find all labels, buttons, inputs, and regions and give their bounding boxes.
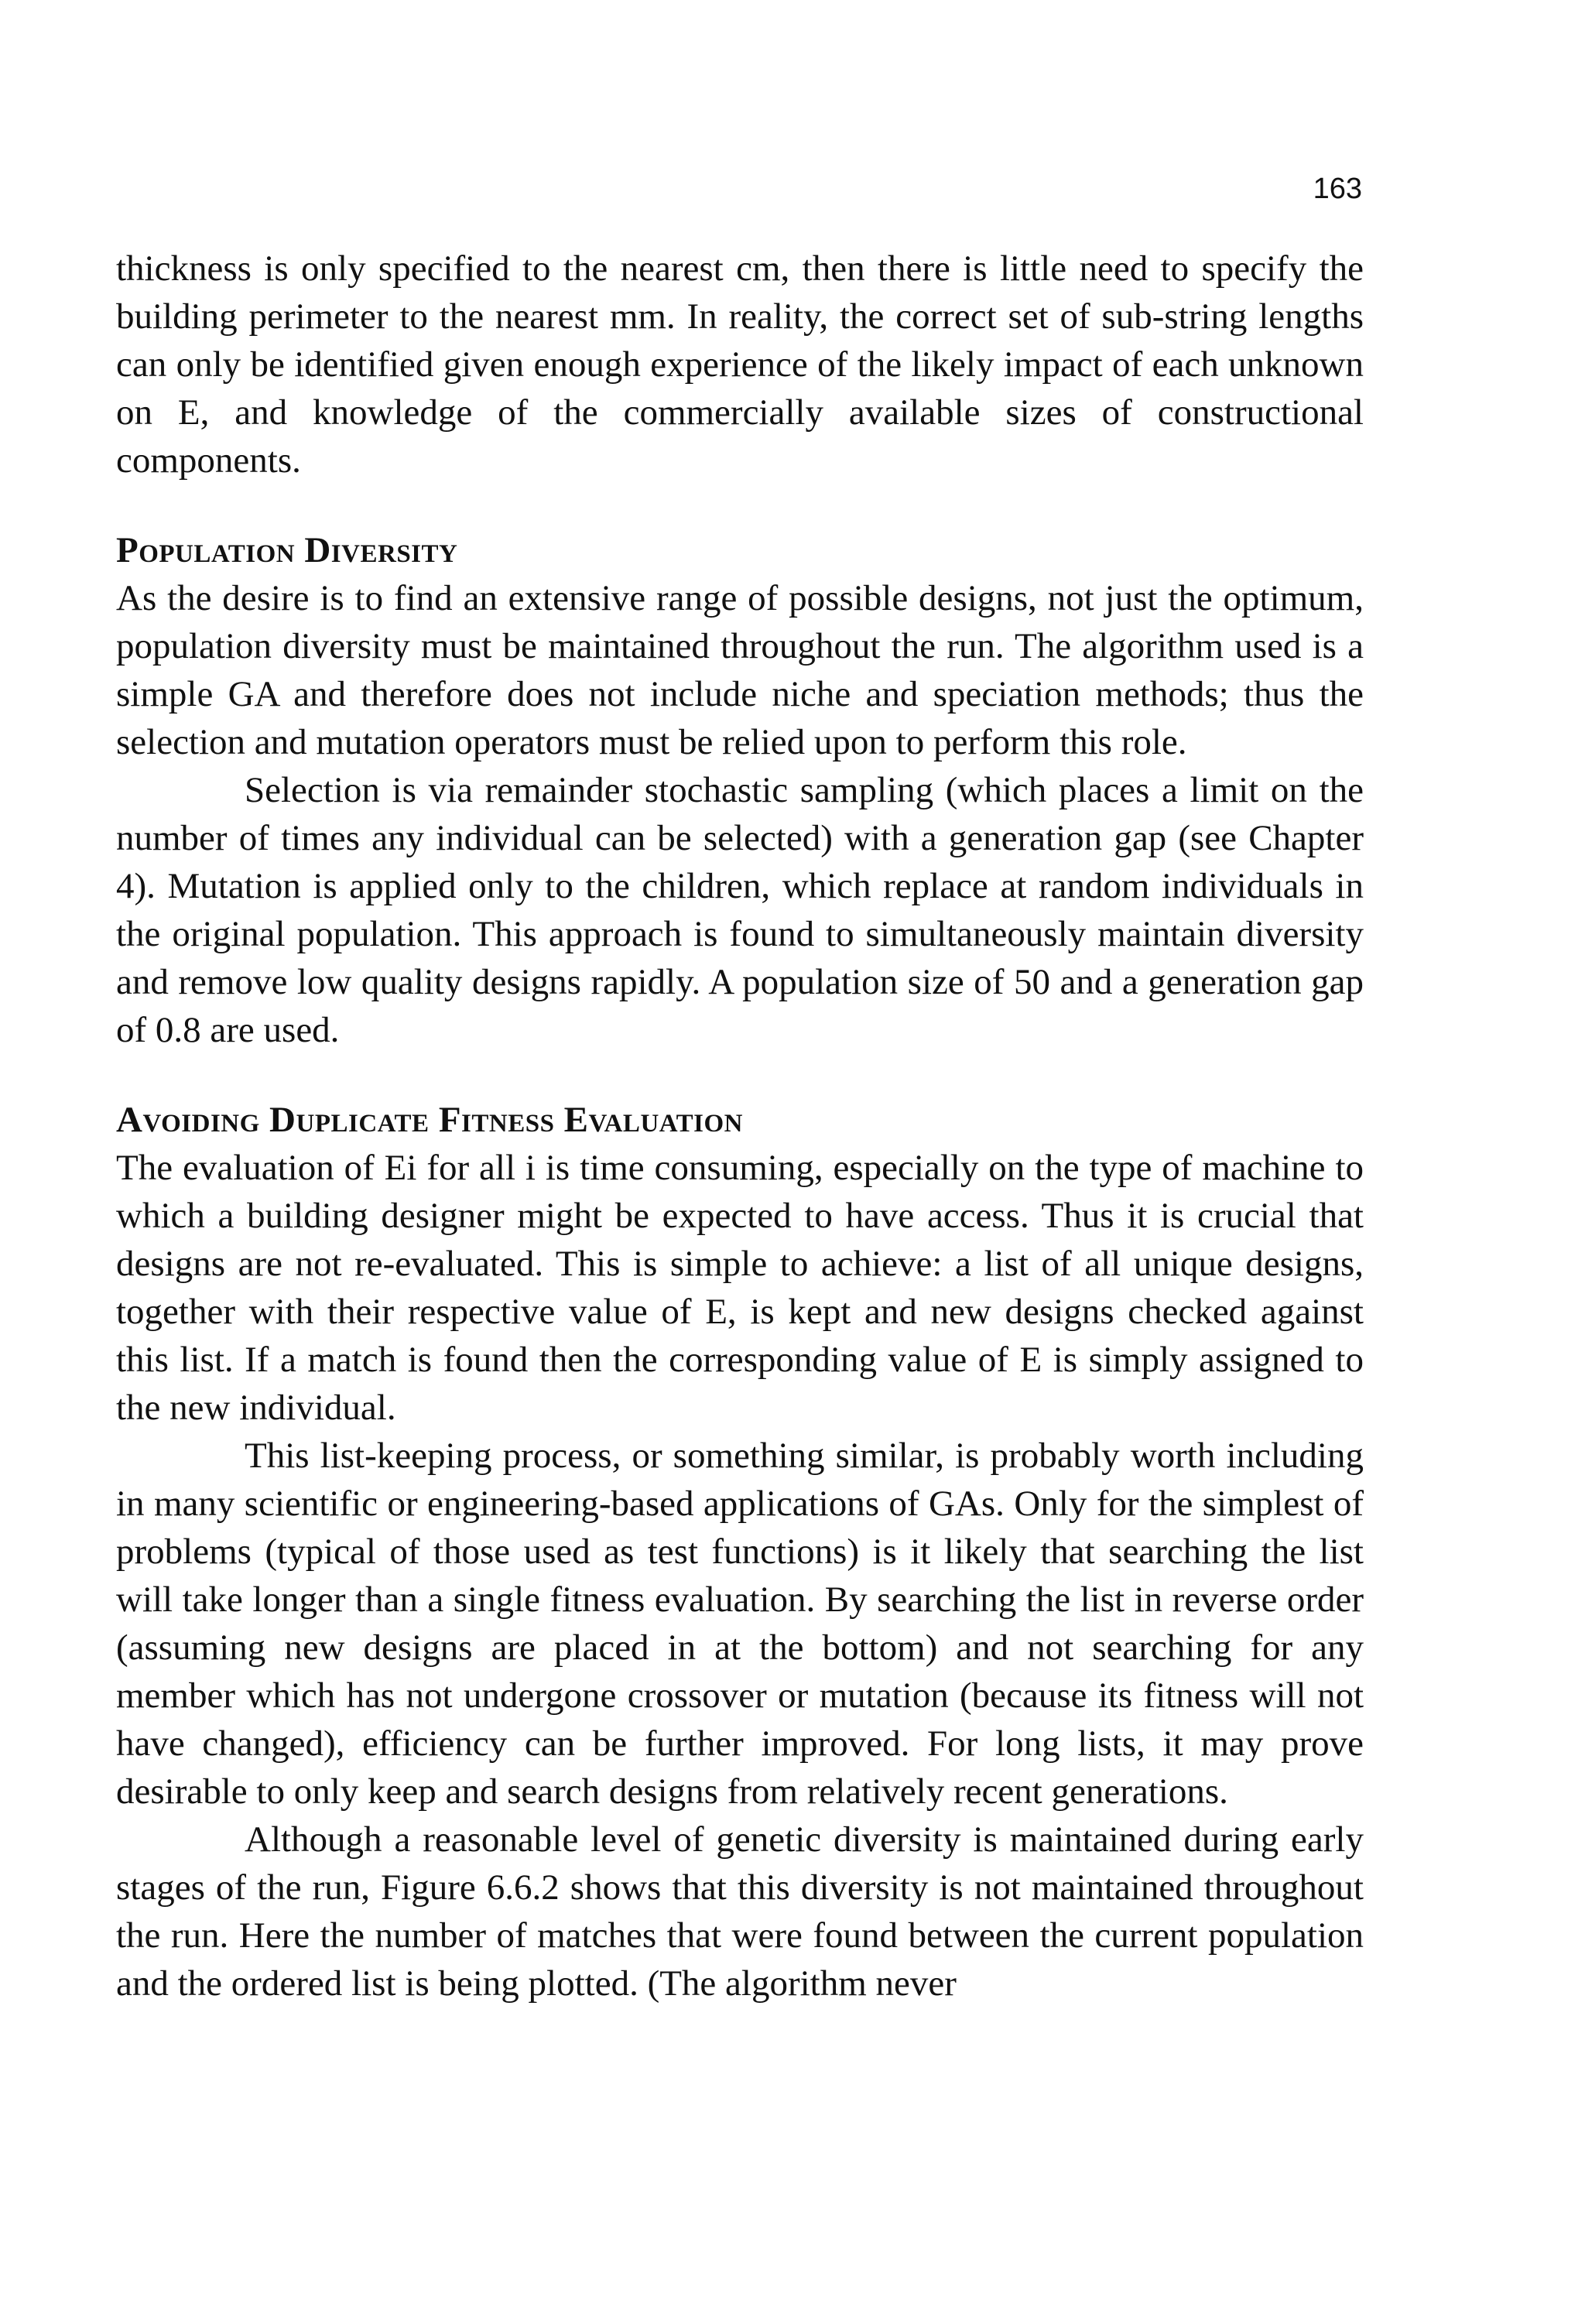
- section-population-diversity: [116, 526, 1364, 1054]
- body-paragraph: This list-keeping process, or something similar, is probably worth including in many scientific or engineering-based applications of GAs. Only for the simplest of problems (typical of those used as test functions) is it likely that searching the list will take longer than a single fitness evaluation. By searching the list in reverse order (assuming new designs are placed in at the bottom) and not searching for any member which has not undergone crossover or mutation (because its fitness will not have changed), efficiency can be further improved. For long lists, it may prove desirable to only keep and search designs from relatively recent generations.: [116, 1436, 1364, 1812]
- body-paragraph: Although a reasonable level of genetic diversity is maintained during early stages of the run, Figure 6.6.2 shows that this diversity is not maintained throughout the run. Here the number of matches that were found between the current population and the ordered list is being plotted. (The algorithm never: [116, 1819, 1364, 2004]
- body-paragraph: As the desire is to find an extensive range of possible designs, not just the optimum, population diversity must be maintained throughout the run. The algorithm used is a simple GA and therefore does not include niche and speciation methods; thus the selection and mutation operators must be relied upon to perform this role.: [116, 578, 1364, 762]
- section-heading: Population Diversity: [116, 530, 458, 570]
- section-heading: Avoiding Duplicate Fitness Evaluation: [116, 1100, 744, 1140]
- section-avoiding-duplicate-fitness-evaluation: [116, 1096, 1364, 2007]
- page-body: [116, 170, 1364, 2007]
- intro-paragraph: thickness is only specified to the nearest cm, then there is little need to specify the building perimeter to the nearest mm. In reality, the correct set of sub-string lengths can only be identified given enough experience of the likely impact of each unknown on E, and knowledge of the commercially available sizes of constructional components.: [116, 248, 1364, 481]
- body-paragraph: The evaluation of Ei for all i is time consuming, especially on the type of machine to which a building designer might be expected to have access. Thus it is crucial that designs are not re-evaluated. This is simple to achieve: a list of all unique designs, together with their respective value of E, is kept and new designs checked against this list. If a match is found then the corresponding value of E is simply assigned to the new individual.: [116, 1148, 1364, 1428]
- page-number: 163: [1313, 173, 1362, 205]
- body-paragraph: Selection is via remainder stochastic sampling (which places a limit on the number of times any individual can be selected) with a generation gap (see Chapter 4). Mutation is applied only to the children, which replace at random individuals in the original population. This approach is found to simultaneously maintain diversity and remove low quality designs rapidly. A population size of 50 and a generation gap of 0.8 are used.: [116, 770, 1364, 1050]
